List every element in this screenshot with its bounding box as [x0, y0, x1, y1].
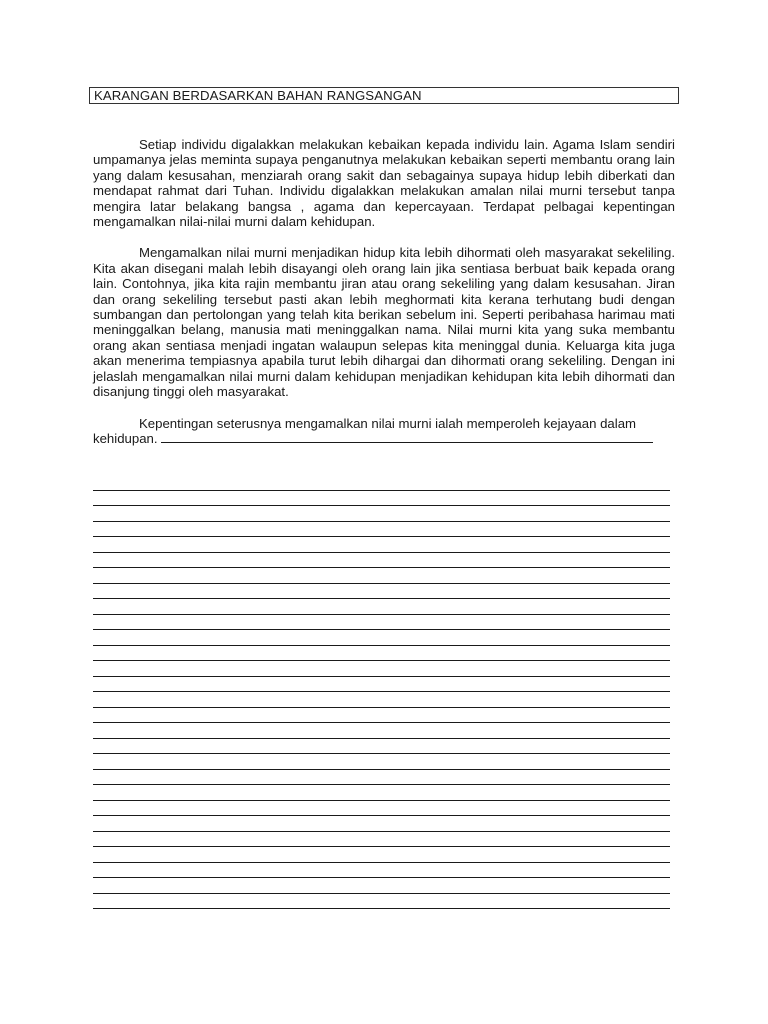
answer-line[interactable]: [93, 568, 670, 584]
answer-line[interactable]: [93, 630, 670, 646]
answer-line[interactable]: [93, 661, 670, 677]
answer-line[interactable]: [93, 599, 670, 615]
answer-line[interactable]: [93, 894, 670, 910]
answer-line[interactable]: [93, 723, 670, 739]
answer-line[interactable]: [93, 506, 670, 522]
paragraph-1: Setiap individu digalakkan melakukan kebaikan kepada individu lain. Agama Islam sendiri umpamanya jelas meminta supaya penganutnya melakukan kebaikan seperti membantu orang lain yang dalam kesusahan, menziarah orang sakit dan sebagainya supaya hidup lebih diberkati dan mendapat rahmat dari Tuhan. Individu digalakkan melakukan amalan nilai murni tersebut tanpa mengira latar belakang bangsa , agama dan kepercayaan. Terdapat pelbagai kepentingan mengamalkan nilai-nilai murni dalam kehidupan.: [93, 137, 675, 230]
essay-body: [93, 137, 675, 446]
answer-line[interactable]: [93, 615, 670, 631]
answer-line[interactable]: [93, 739, 670, 755]
paragraph-3-text: Kepentingan seterusnya mengamalkan nilai murni ialah memperoleh kejayaan dalam kehidupan.: [93, 415, 637, 446]
answer-line[interactable]: [93, 584, 670, 600]
answer-line[interactable]: [93, 692, 670, 708]
document-title: KARANGAN BERDASARKAN BAHAN RANGSANGAN: [89, 87, 679, 104]
answer-lines: [93, 475, 670, 909]
answer-line[interactable]: [93, 878, 670, 894]
answer-line[interactable]: [93, 801, 670, 817]
paragraph-2: Mengamalkan nilai murni menjadikan hidup kita lebih dihormati oleh masyarakat sekeliling. Kita akan disegani malah lebih disayangi oleh orang lain jika sentiasa berbuat baik kepada orang lain. Contohnya, jika kita rajin membantu jiran atau orang sekeliling yang dalam kesusahan. Jiran dan orang sekeliling tersebut pasti akan lebih meghormati kita kerana terhutang budi dengan sumbangan dan pertolongan yang telah kita berikan sebelum ini. Seperti peribahasa harimau mati meninggalkan belang, manusia mati meninggalkan nama. Nilai murni kita yang suka membantu orang akan sentiasa menjadi ingatan walaupun selepas kita meninggal dunia. Keluarga kita juga akan menerima tempiasnya apabila turut lebih dihargai dan dihormati orang sekeliling. Dengan ini jelaslah mengamalkan nilai murni dalam kehidupan menjadikan kehidupan kita lebih dihormati dan disanjung tinggi oleh masyarakat.: [93, 245, 675, 400]
answer-line[interactable]: [93, 475, 670, 491]
answer-line[interactable]: [93, 847, 670, 863]
paragraph-3: [93, 416, 675, 447]
answer-line[interactable]: [93, 816, 670, 832]
answer-line[interactable]: [93, 537, 670, 553]
answer-line[interactable]: [93, 708, 670, 724]
answer-line[interactable]: [93, 491, 670, 507]
answer-line[interactable]: [93, 863, 670, 879]
answer-line-inline[interactable]: [161, 431, 653, 443]
answer-line[interactable]: [93, 677, 670, 693]
answer-line[interactable]: [93, 754, 670, 770]
answer-line[interactable]: [93, 553, 670, 569]
answer-line[interactable]: [93, 646, 670, 662]
answer-line[interactable]: [93, 785, 670, 801]
answer-line[interactable]: [93, 770, 670, 786]
answer-line[interactable]: [93, 522, 670, 538]
answer-line[interactable]: [93, 832, 670, 848]
